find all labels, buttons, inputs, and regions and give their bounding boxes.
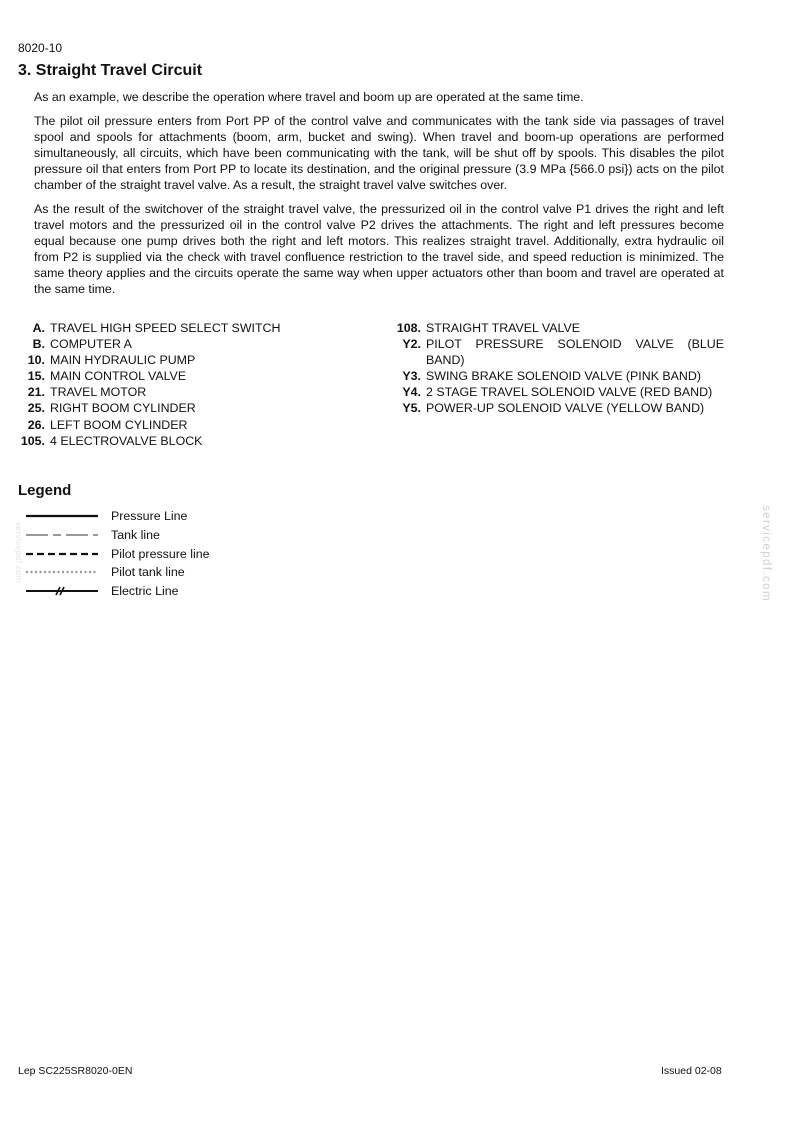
legend-item-pressure-line <box>26 507 209 526</box>
parts-list-item <box>18 320 318 336</box>
pilot-tank-line-swatch <box>26 567 98 577</box>
parts-list-item <box>18 336 318 352</box>
part-key: Y3. <box>402 369 421 384</box>
pilot-pressure-paragraph: The pilot oil pressure enters from Port PP of the control valve and communicates with the tank side via passages of travel spool and spools for attachments (boom, arm, bucket and swing). When travel and boom-up operations are performed simultaneously, all circuits, which have been communicating with the tank, will be shut off by spools. This disables the pilot pressure oil that enters from Port PP to locate its destination, and the original pressure (3.9 MPa {566.0 psi}) acts on the pilot chamber of the straight travel valve. As a result, the straight travel valve switches over. <box>34 114 724 193</box>
part-key: 108. <box>396 321 421 335</box>
legend-title: Legend <box>18 482 72 499</box>
parts-list-item <box>390 368 724 384</box>
parts-list-item <box>390 336 724 368</box>
watermark: servicepdf.com <box>760 505 772 602</box>
part-key: 26. <box>27 417 45 432</box>
parts-list-right <box>390 320 724 417</box>
legend-label: Tank line <box>111 528 160 543</box>
parts-list-item <box>18 368 318 384</box>
section-title: 3. Straight Travel Circuit <box>18 62 203 79</box>
legend-item-pilot-tank-line <box>26 563 209 582</box>
legend-item-electric-line <box>26 582 209 601</box>
part-key: Y4. <box>402 385 421 400</box>
electric-line-swatch <box>26 586 98 596</box>
legend-item-pilot-pressure-line <box>26 544 209 563</box>
part-description: TRAVEL MOTOR <box>50 385 147 400</box>
parts-list-item <box>390 400 724 416</box>
footer-issue-date: Issued 02-08 <box>661 1065 722 1077</box>
part-description: COMPUTER A <box>50 337 132 352</box>
parts-list-item <box>18 384 318 400</box>
part-key: A. <box>32 321 45 335</box>
part-description: LEFT BOOM CYLINDER <box>50 417 188 432</box>
part-key: 105. <box>20 433 45 448</box>
part-key: Y5. <box>402 401 421 416</box>
part-description: MAIN CONTROL VALVE <box>50 369 187 384</box>
footer-document-code: Lep SC225SR8020-0EN <box>18 1065 133 1077</box>
legend-label: Electric Line <box>111 584 179 599</box>
part-description: TRAVEL HIGH SPEED SELECT SWITCH <box>50 321 281 335</box>
page-code: 8020-10 <box>18 41 63 55</box>
part-description: POWER-UP SOLENOID VALVE (YELLOW BAND) <box>426 401 705 416</box>
part-description: RIGHT BOOM CYLINDER <box>50 401 196 416</box>
part-description: 2 STAGE TRAVEL SOLENOID VALVE (RED BAND) <box>426 385 713 400</box>
parts-list-item <box>18 417 318 433</box>
watermark-faint: servicepdf.com <box>14 522 23 583</box>
part-key: 10. <box>27 353 45 368</box>
legend-label: Pilot pressure line <box>111 546 210 561</box>
part-key: 21. <box>27 385 45 400</box>
part-key: B. <box>32 337 45 352</box>
part-key: Y2. <box>402 337 421 352</box>
part-key: 15. <box>27 369 45 384</box>
part-description: 4 ELECTROVALVE BLOCK <box>50 433 203 448</box>
parts-list-item <box>18 400 318 416</box>
intro-paragraph: As an example, we describe the operation where travel and boom up are operated at the same time. <box>34 90 584 104</box>
legend-label: Pressure Line <box>111 509 188 524</box>
legend-label: Pilot tank line <box>111 565 185 580</box>
part-key: 25. <box>27 401 45 416</box>
legend-item-tank-line <box>26 526 209 545</box>
parts-list-item <box>390 320 724 336</box>
switchover-paragraph: As the result of the switchover of the straight travel valve, the pressurized oil in the control valve P1 drives the right and left travel motors and the pressurized oil in the control valve P2 drives the attachments. The right and left pressures become equal because one pump drives both the right and left motors. This realizes straight travel. Additionally, extra hydraulic oil from P2 is supplied via the check with travel confluence restriction to the travel side, and speed reduction is minimized. The same theory applies and the circuits operate the same way when upper actuators other than boom and travel are operated at the same time. <box>34 202 724 297</box>
parts-list-item <box>18 352 318 368</box>
part-description: STRAIGHT TRAVEL VALVE <box>426 321 581 335</box>
part-description: PILOT PRESSURE SOLENOID VALVE (BLUE BAND) <box>426 337 724 368</box>
parts-list-left <box>18 320 318 449</box>
part-description: MAIN HYDRAULIC PUMP <box>50 353 196 368</box>
part-description: SWING BRAKE SOLENOID VALVE (PINK BAND) <box>426 369 701 384</box>
legend-list <box>26 507 209 600</box>
parts-list-item <box>18 433 318 449</box>
pressure-line-swatch <box>26 511 98 521</box>
pilot-pressure-line-swatch <box>26 549 98 559</box>
parts-list-item <box>390 384 724 400</box>
tank-line-swatch <box>26 530 98 540</box>
